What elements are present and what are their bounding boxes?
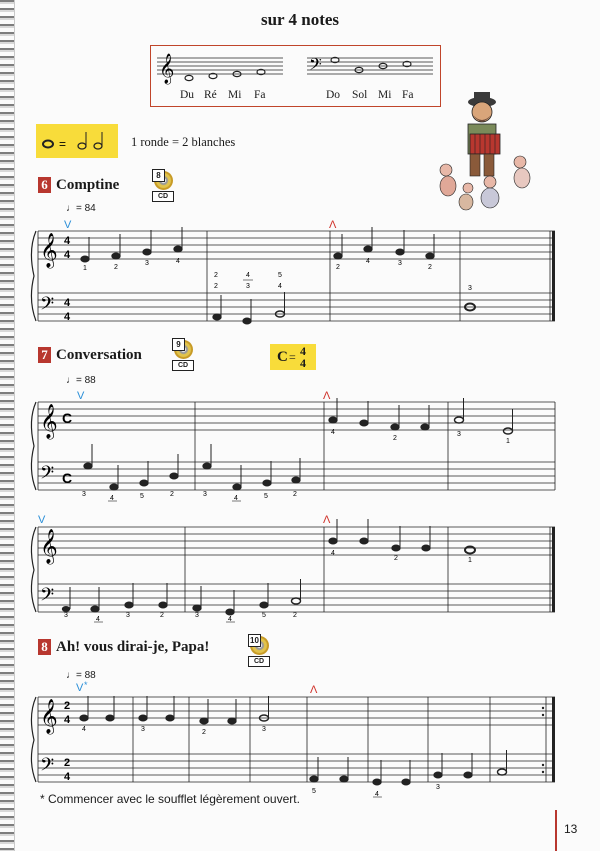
bass-clef-icon: 𝄢: [40, 293, 55, 318]
svg-text:2: 2: [170, 491, 174, 498]
treble-clef-icon: 𝄞: [159, 53, 175, 83]
svg-text:1: 1: [468, 557, 472, 564]
bellows-push-mark: V: [76, 682, 84, 694]
svg-text:=: =: [59, 137, 67, 151]
bellows-pull-mark: Λ: [323, 390, 331, 402]
svg-text:3: 3: [141, 726, 145, 733]
svg-text:4: 4: [110, 495, 114, 502]
cd-track-number: 10: [248, 634, 261, 647]
svg-text:2: 2: [214, 272, 218, 279]
svg-text:5: 5: [262, 612, 266, 619]
section-number: 6: [38, 177, 51, 193]
bellows-push-mark: V: [38, 514, 46, 526]
svg-text:3: 3: [126, 612, 130, 619]
treble-clef-icon: 𝄞: [40, 530, 58, 563]
section-title: Comptine: [56, 177, 120, 193]
svg-text:2: 2: [293, 491, 297, 498]
bellows-pull-mark: Λ: [310, 684, 318, 696]
page-title: sur 4 notes: [260, 10, 340, 29]
bellows-push-mark: V: [64, 219, 72, 231]
note-name: Do: [326, 89, 341, 101]
page-number-rule: [555, 810, 557, 851]
svg-text:1: 1: [83, 265, 87, 272]
grand-staff-brace: [31, 231, 36, 321]
time-signature-bottom: 4: [64, 249, 71, 261]
svg-text:4: 4: [176, 258, 180, 265]
svg-text:2: 2: [293, 612, 297, 619]
cd-label: CD: [248, 656, 270, 667]
system-2: [31, 390, 555, 502]
bass-clef-icon: 𝄢: [40, 462, 55, 487]
svg-text:2: 2: [393, 435, 397, 442]
svg-text:4: 4: [96, 616, 100, 623]
bass-clef-icon: 𝄢: [40, 584, 55, 609]
svg-text:4: 4: [64, 771, 71, 783]
time-signature-top: 4: [64, 297, 71, 309]
treble-clef-icon: 𝄞: [40, 234, 58, 267]
svg-text:4: 4: [375, 791, 379, 798]
tempo-marking: ♩= 88: [66, 375, 96, 386]
svg-text:5: 5: [140, 493, 144, 500]
system-4: [31, 680, 555, 798]
svg-text:4: 4: [82, 726, 86, 733]
svg-text:4: 4: [366, 258, 370, 265]
cd-label: CD: [172, 360, 194, 371]
svg-text:4: 4: [64, 714, 71, 726]
svg-text:3: 3: [246, 283, 250, 290]
svg-text:3: 3: [203, 491, 207, 498]
svg-text:5: 5: [278, 272, 282, 279]
svg-text:3: 3: [398, 260, 402, 267]
bellows-push-mark: V: [77, 390, 85, 402]
svg-text:4: 4: [278, 283, 282, 290]
legend-text: 1 ronde = 2 blanches: [131, 135, 236, 149]
bellows-pull-mark: Λ: [329, 219, 337, 231]
note-name: Du: [180, 89, 195, 101]
svg-text:3: 3: [457, 431, 461, 438]
time-signature-bottom: 4: [64, 311, 71, 323]
svg-text:1: 1: [506, 438, 510, 445]
treble-clef-icon: 𝄞: [40, 700, 58, 733]
svg-text:2: 2: [160, 612, 164, 619]
section-title: Conversation: [56, 347, 142, 363]
bass-clef-icon: 𝄢: [40, 754, 55, 779]
page-number: 13: [564, 822, 578, 836]
svg-text:3: 3: [64, 612, 68, 619]
svg-text:2: 2: [428, 264, 432, 271]
section-number: 8: [38, 639, 51, 655]
footnote-asterisk: *: [84, 680, 88, 690]
svg-text:5: 5: [312, 788, 316, 795]
svg-text:3: 3: [195, 612, 199, 619]
bass-clef-icon: 𝄢: [309, 56, 322, 78]
svg-text:3: 3: [145, 260, 149, 267]
common-time-icon: C: [62, 470, 73, 486]
svg-text:2: 2: [394, 555, 398, 562]
cd-label: CD: [152, 191, 174, 202]
cd-track-number: 9: [172, 338, 185, 351]
note-name: Fa: [254, 89, 266, 101]
tempo-marking: ♩= 88: [66, 670, 96, 681]
common-time-icon: C: [62, 410, 73, 426]
note-name: Mi: [228, 89, 242, 101]
svg-text:3: 3: [262, 726, 266, 733]
svg-text:4: 4: [331, 550, 335, 557]
tempo-marking: ♩= 84: [66, 203, 96, 214]
svg-text:4: 4: [246, 272, 250, 279]
bellows-pull-mark: Λ: [323, 514, 331, 526]
svg-text:2: 2: [336, 264, 340, 271]
note-name: Ré: [204, 89, 217, 101]
footnote: * Commencer avec le soufflet légèrement ouvert.: [40, 792, 300, 806]
svg-text:2: 2: [214, 283, 218, 290]
time-signature-top: 4: [64, 235, 71, 247]
meter-equivalence-box: C = 4 4: [270, 344, 316, 370]
system-3: [31, 514, 555, 623]
note-name: Mi: [378, 89, 392, 101]
svg-text:2: 2: [114, 264, 118, 271]
svg-text:4: 4: [331, 429, 335, 436]
svg-text:4: 4: [234, 495, 238, 502]
note-name: Fa: [402, 89, 414, 101]
svg-text:3: 3: [82, 491, 86, 498]
section-number: 7: [38, 347, 51, 363]
svg-text:3: 3: [468, 285, 472, 292]
section-title: Ah! vous dirai-je, Papa!: [56, 639, 210, 655]
svg-text:5: 5: [264, 493, 268, 500]
svg-text:2: 2: [64, 757, 71, 769]
svg-text:3: 3: [436, 784, 440, 791]
cd-track-number: 8: [152, 169, 165, 182]
svg-text:4: 4: [228, 616, 232, 623]
note-name: Sol: [352, 89, 368, 101]
svg-text:2: 2: [202, 729, 206, 736]
whole-note: [465, 547, 475, 554]
svg-text:2: 2: [64, 700, 71, 712]
system-1: [31, 219, 555, 324]
treble-clef-icon: 𝄞: [40, 405, 58, 438]
